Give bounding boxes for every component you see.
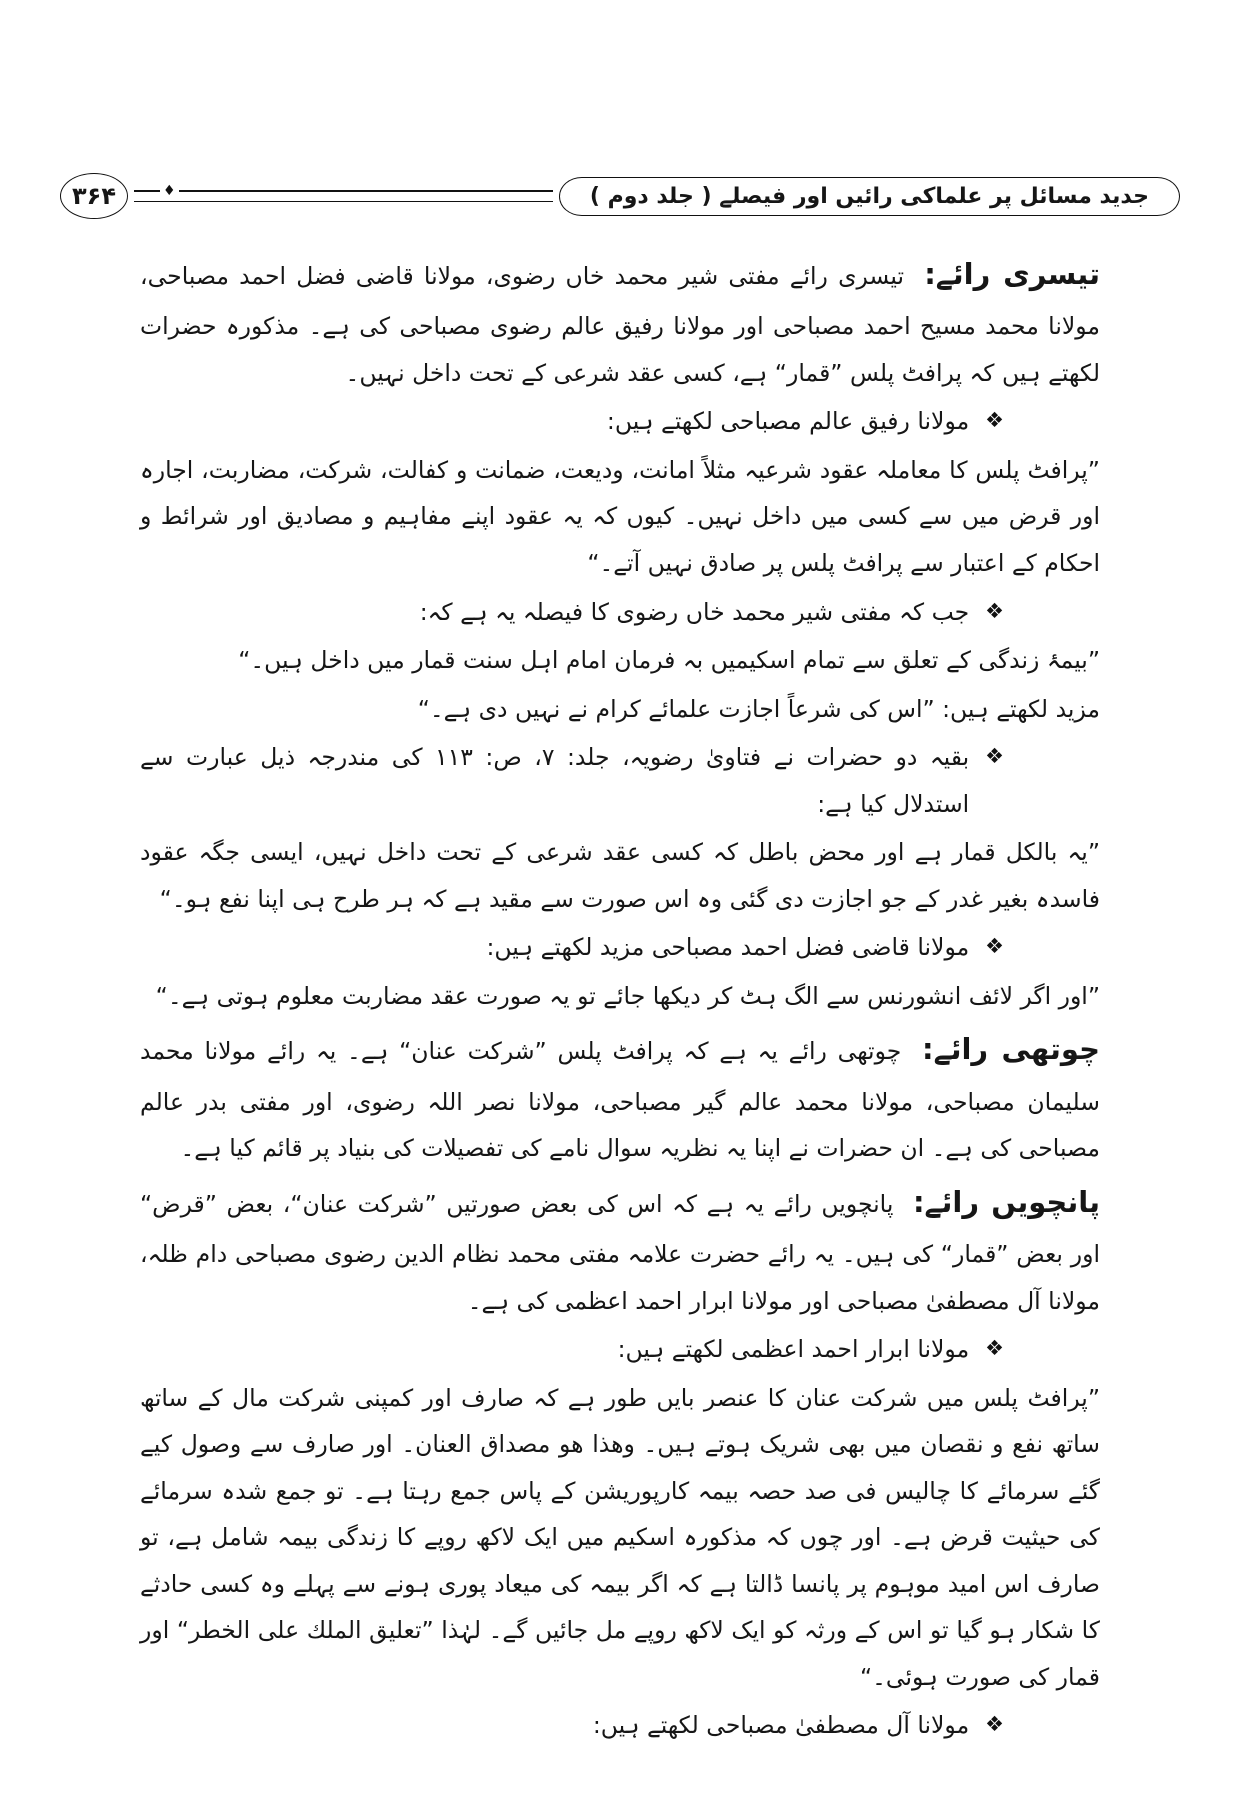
page-header bbox=[60, 168, 1180, 224]
chapter-title: جدید مسائل پر علماکی رائیں اور فیصلے ( جلد دوم ) bbox=[589, 183, 1149, 209]
header-rule bbox=[134, 183, 553, 202]
bullet-text: مولانا ابرار احمد اعظمی لکھتے ہیں: bbox=[617, 1335, 970, 1364]
quotation-paragraph: ”اور اگر لائف انشورنس سے الگ ہٹ کر دیکھا جائے تو یہ صورت عقد مضاربت معلوم ہوتی ہے۔“ bbox=[155, 981, 1100, 1010]
bullet-text: جب کہ مفتی شیر محمد خاں رضوی کا فیصلہ یہ ہے کہ: bbox=[419, 597, 970, 626]
paragraph: مزید لکھتے ہیں: ”اس کی شرعاً اجازت علمائے کرام نے نہیں دی ہے۔“ bbox=[417, 694, 1100, 723]
lead-fifth-opinion: پانچویں رائے: bbox=[912, 1184, 1100, 1219]
bullet-text: مولانا رفیق عالم مصباحی لکھتے ہیں: bbox=[606, 407, 970, 436]
diamond-bullet-icon: ❖ bbox=[985, 408, 1004, 433]
chapter-title-cartouche bbox=[559, 177, 1180, 216]
diamond-bullet-icon: ❖ bbox=[985, 1336, 1004, 1361]
page-content bbox=[140, 246, 1100, 1749]
bullet-text: بقیہ دو حضرات نے فتاویٰ رضویہ، جلد: ۷، ص: ۱۱۳ کی مندرجہ ذیل عبارت سے استدلال کیا ہے: bbox=[140, 743, 970, 818]
diamond-bullet-icon: ❖ bbox=[985, 598, 1004, 623]
quotation-paragraph: ”پرافٹ پلس کا معاملہ عقود شرعیہ مثلاً امانت، ودیعت، ضمانت و کفالت، شرکت، مضاربت، اجارہ اور قرض میں سے کسی میں داخل نہیں۔ کیوں کہ یہ عقود اپنے مفاہیم و مصادیق اور شرائط و احکام کے اعتبار سے پرافٹ پلس پر صادق نہیں آتے۔“ bbox=[140, 455, 1100, 577]
bullet-item bbox=[140, 398, 1004, 445]
quotation-paragraph: ”یہ بالکل قمار ہے اور محض باطل کہ کسی عقد شرعی کے تحت داخل نہیں، ایسی جگہ عقود فاسدہ بغیر غدر کے جو اجازت دی گئی وہ اس صورت سے مقید ہے کہ ہر طرح ہی اپنا نفع ہو۔“ bbox=[140, 838, 1100, 913]
diamond-bullet-icon: ❖ bbox=[985, 744, 1004, 769]
bullet-item bbox=[140, 924, 1004, 971]
quotation-paragraph: ”بیمۂ زندگی کے تعلق سے تمام اسکیمیں بہ فرمان امام اہل سنت قمار میں داخل ہیں۔“ bbox=[238, 646, 1100, 675]
bullet-text: مولانا آل مصطفیٰ مصباحی لکھتے ہیں: bbox=[592, 1711, 970, 1740]
paragraph-fifth-opinion bbox=[140, 1174, 1100, 1324]
diamond-bullet-icon: ❖ bbox=[985, 934, 1004, 959]
paragraph-text: پانچویں رائے یہ ہے کہ اس کی بعض صورتیں ”شرکت عنان“، بعض ”قرض“ اور بعض ”قمار“ کی ہیں۔ یہ رائے حضرت علامہ مفتی محمد نظام الدین رضوی مصباحی دام ظلہ، مولانا آل مصطفیٰ مصباحی اور مولانا ابرار احمد اعظمی کی ہے۔ bbox=[140, 1189, 1100, 1315]
page-number: ۳۶۴ bbox=[72, 182, 116, 210]
bullet-item bbox=[140, 1702, 1004, 1749]
diamond-bullet-icon: ❖ bbox=[985, 1712, 1004, 1737]
bullet-item bbox=[140, 589, 1004, 636]
bullet-item bbox=[140, 734, 1004, 827]
lead-third-opinion: تیسری رائے: bbox=[924, 257, 1100, 291]
ornament-diamond-icon: ♦ bbox=[160, 183, 179, 199]
page-number-badge bbox=[60, 173, 128, 219]
bullet-text: مولانا قاضی فضل احمد مصباحی مزید لکھتے ہیں: bbox=[486, 933, 970, 962]
paragraph-fourth-opinion bbox=[140, 1021, 1100, 1171]
bullet-item bbox=[140, 1326, 1004, 1373]
lead-fourth-opinion: چوتھی رائے: bbox=[922, 1032, 1100, 1067]
quotation-paragraph: ”پرافٹ پلس میں شرکت عنان کا عنصر بایں طور ہے کہ صارف اور کمپنی شرکت مال کے ساتھ ساتھ نفع و نقصان میں بھی شریک ہوتے ہیں۔ وهذا هو مصداق العنان۔ اور صارف سے وصول کیے گئے سرمائے کا چالیس فی صد حصہ بیمہ کارپوریشن کے پاس جمع رہتا ہے۔ تو جمع شدہ سرمائے کی حیثیت قرض ہے۔ اور چوں کہ مذکورہ اسکیم میں ایک لاکھ روپے کا زندگی بیمہ شامل ہے، تو صارف اس امید موہوم پر پانسا ڈالتا ہے کہ اگر بیمہ کی میعاد پوری ہونے سے پہلے وہ کسی حادثے کا شکار ہو گیا تو اس کے ورثہ کو ایک لاکھ روپے مل جائیں گے۔ لہٰذا ”تعليق الملك على الخطر“ اور قمار کی صورت ہوئی۔“ bbox=[140, 1383, 1100, 1691]
paragraph-third-opinion bbox=[140, 246, 1100, 396]
paragraph-text: چوتھی رائے یہ ہے کہ پرافٹ پلس ”شرکت عنان“ ہے۔ یہ رائے مولانا محمد سلیمان مصباحی، مولانا محمد عالم گیر مصباحی، مولانا نصر اللہ رضوی، اور مفتی بدر عالم مصباحی کی ہے۔ ان حضرات نے اپنا یہ نظریہ سوال نامے کی تفصیلات کی بنیاد پر قائم کیا ہے۔ bbox=[140, 1037, 1100, 1163]
paragraph-text: تیسری رائے مفتی شیر محمد خاں رضوی، مولانا قاضی فضل احمد مصباحی، مولانا محمد مسیح احمد مصباحی اور مولانا رفیق عالم رضوی مصباحی کی ہے۔ مذکورہ حضرات لکھتے ہیں کہ پرافٹ پلس ”قمار“ ہے، کسی عقد شرعی کے تحت داخل نہیں۔ bbox=[140, 262, 1100, 387]
